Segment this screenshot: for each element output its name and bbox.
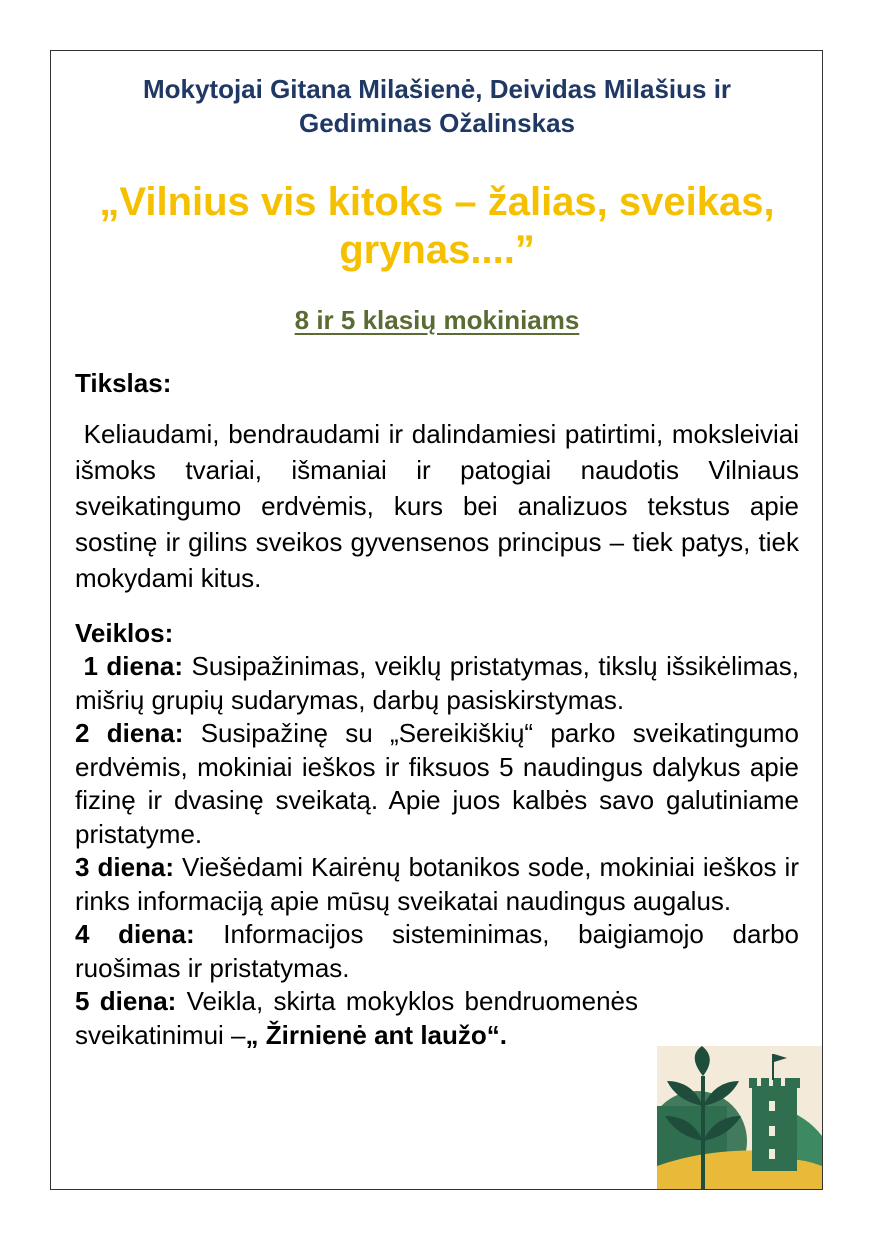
- teachers-line: Mokytojai Gitana Milašienė, Deividas Milašius ir Gediminas Ožalinskas: [142, 74, 732, 138]
- project-title: „Vilnius vis kitoks – žalias, sveikas, grynas....”: [99, 180, 775, 272]
- document-body: [75, 72, 799, 1052]
- day-3: 3 diena: Viešėdami Kairėnų botanikos sode, mokiniai ieškos ir rinks informaciją apie mūsų sveikatai naudingus augalus.: [75, 852, 799, 916]
- tower-and-plant-icon: [657, 1046, 822, 1189]
- goal-text: Keliaudami, bendraudami ir dalindamiesi patirtimi, moksleiviai išmoks tvariai, išmaniai ir patogiai naudotis Vilniaus sveikatingumo erdvėmis, kurs bei analizuos tekstus apie sostinę ir gilins sveikos gyvensenos principus – tiek patys, tiek mokydami kitus.: [75, 419, 799, 593]
- goal-heading: Tikslas:: [75, 368, 172, 398]
- activities-heading: Veiklos:: [75, 618, 174, 648]
- day-4: 4 diena: Informacijos sisteminimas, baigiamojo darbo ruošimas ir pristatymas.: [75, 919, 800, 983]
- day-1: 1 diena: Susipažinimas, veiklų pristatymas, tikslų išsikėlimas, mišrių grupių sudarymas, darbų pasiskirstymas.: [75, 651, 800, 715]
- day-2: 2 diena: Susipažinę su „Sereikiškių“ parko sveikatingumo erdvėmis, mokiniai ieškos ir fiksuos 5 naudingus dalykus apie fizinę ir dvasinę sveikatą. Apie juos kalbės savo galutiniame pristatyme.: [75, 718, 799, 849]
- day-5: 5 diena: Veikla, skirta mokyklos bendruomenės sveikatinimui –„ Žirnienė ant laužo“.: [75, 986, 638, 1050]
- audience-line: 8 ir 5 klasių mokiniams: [294, 305, 580, 335]
